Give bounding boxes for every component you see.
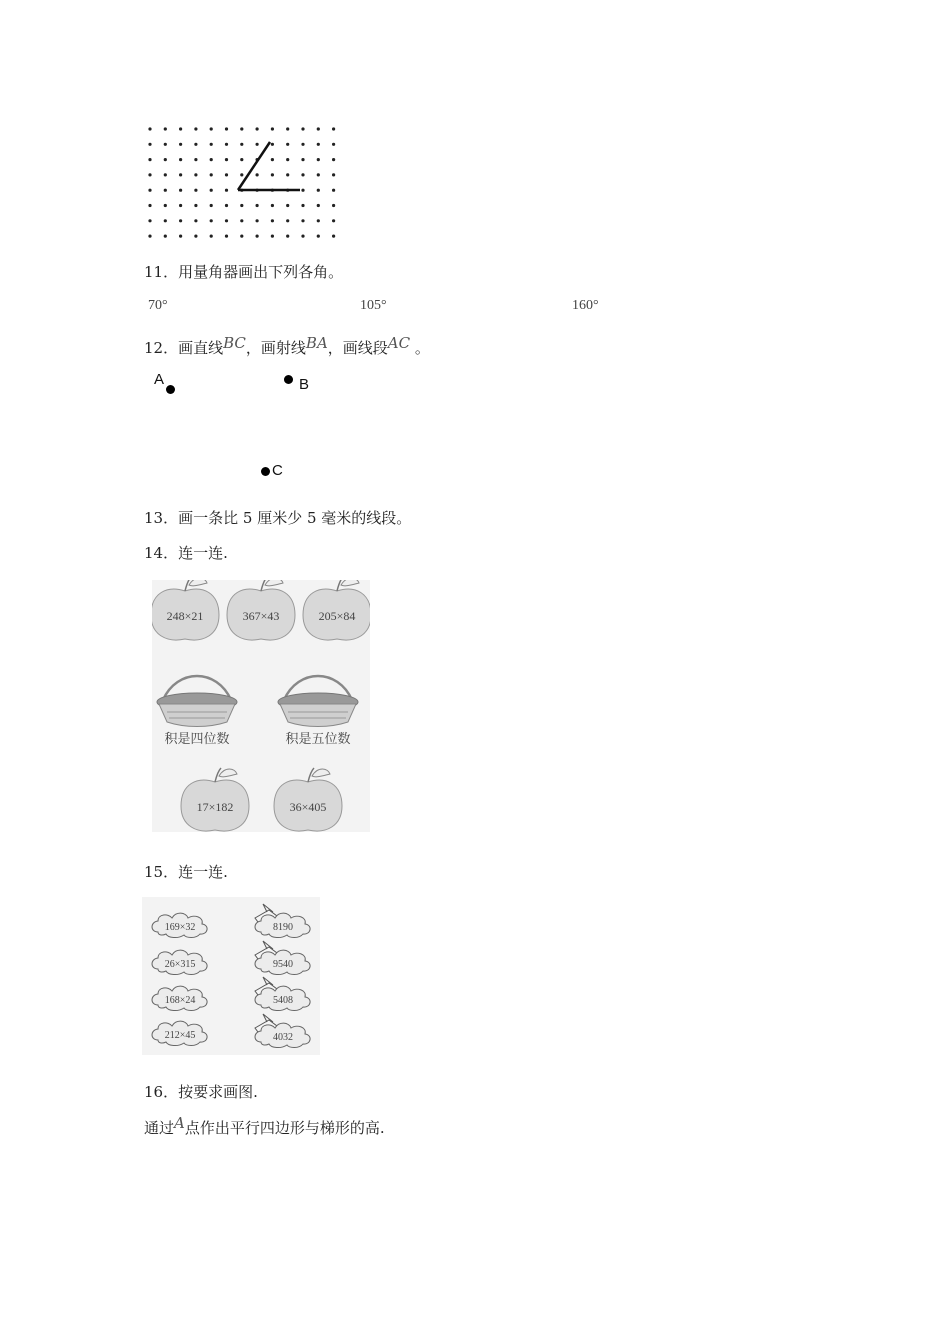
grid-dot bbox=[225, 189, 228, 192]
grid-dot bbox=[286, 143, 289, 146]
grid-dot bbox=[210, 158, 213, 161]
grid-dot bbox=[164, 189, 167, 192]
basket-1[interactable] bbox=[157, 676, 237, 727]
grid-dot bbox=[301, 189, 304, 192]
grid-dot bbox=[317, 204, 320, 207]
grid-dot bbox=[148, 219, 151, 222]
grid-dot bbox=[194, 204, 197, 207]
angle-160: 160° bbox=[572, 298, 599, 313]
grid-dot bbox=[210, 127, 213, 130]
grid-dot bbox=[225, 143, 228, 146]
grid-dot bbox=[317, 143, 320, 146]
grid-dot bbox=[286, 204, 289, 207]
grid-dot bbox=[256, 204, 259, 207]
grid-dot bbox=[164, 235, 167, 238]
grid-dot bbox=[256, 235, 259, 238]
basket-2-label: 积是五位数 bbox=[285, 731, 351, 746]
apple-3-label: 205×84 bbox=[318, 609, 356, 623]
apple-1-label: 248×21 bbox=[166, 609, 204, 623]
matching-figure-apples bbox=[152, 580, 370, 832]
grid-dot bbox=[301, 158, 304, 161]
grid-dot bbox=[164, 158, 167, 161]
grid-dot bbox=[271, 204, 274, 207]
grid-dot bbox=[179, 204, 182, 207]
grid-dot bbox=[240, 204, 243, 207]
grid-dot bbox=[271, 127, 274, 130]
grid-dot bbox=[332, 158, 335, 161]
grid-dot bbox=[225, 235, 228, 238]
question-number: 14 bbox=[144, 544, 164, 562]
grid-dot bbox=[317, 219, 320, 222]
left-cloud-2-label: 26×315 bbox=[164, 959, 196, 970]
apple-1[interactable] bbox=[152, 580, 219, 640]
right-cloud-2-label: 9540 bbox=[273, 959, 293, 970]
question-text: 用量角器画出下列各角。 bbox=[178, 263, 344, 281]
left-cloud-1[interactable] bbox=[152, 913, 207, 937]
grid-dot bbox=[164, 204, 167, 207]
question-number: 13 bbox=[144, 509, 164, 527]
grid-dot bbox=[164, 143, 167, 146]
point-c bbox=[261, 467, 270, 476]
left-cloud-1-label: 169×32 bbox=[164, 922, 196, 933]
apple-5[interactable] bbox=[274, 768, 342, 831]
grid-dot bbox=[286, 235, 289, 238]
grid-dot bbox=[179, 127, 182, 130]
grid-dot bbox=[286, 219, 289, 222]
grid-dot bbox=[256, 219, 259, 222]
grid-dot bbox=[332, 143, 335, 146]
question-number: 12 bbox=[144, 339, 164, 357]
grid-dot bbox=[240, 173, 243, 176]
grid-dot bbox=[271, 235, 274, 238]
question-text-part: 。 bbox=[414, 339, 430, 357]
grid-dot bbox=[164, 173, 167, 176]
grid-dot bbox=[148, 127, 151, 130]
right-cloud-2[interactable] bbox=[255, 941, 310, 975]
apple-4-label: 17×182 bbox=[196, 800, 234, 814]
point-a-label: A bbox=[154, 371, 165, 388]
point-a-var: A bbox=[174, 1114, 185, 1132]
grid-dot bbox=[225, 127, 228, 130]
grid-dot bbox=[194, 235, 197, 238]
grid-dot bbox=[179, 189, 182, 192]
right-cloud-1[interactable] bbox=[255, 904, 310, 938]
grid-dot bbox=[317, 158, 320, 161]
apple-2[interactable] bbox=[227, 580, 295, 640]
line-bc-label: BC bbox=[223, 334, 246, 352]
grid-dot bbox=[286, 173, 289, 176]
question-text: 按要求画图. bbox=[178, 1083, 258, 1101]
grid-dot bbox=[317, 189, 320, 192]
point-b bbox=[284, 375, 293, 384]
grid-dot bbox=[317, 127, 320, 130]
apple-5-label: 36×405 bbox=[289, 800, 327, 814]
angle-70: 70° bbox=[148, 298, 168, 313]
grid-dot bbox=[148, 143, 151, 146]
question-number: 11 bbox=[144, 263, 164, 281]
question-text: 画一条比 5 厘米少 5 毫米的线段。 bbox=[178, 509, 412, 527]
basket-2[interactable] bbox=[278, 676, 358, 727]
question-text: 连一连. bbox=[178, 863, 228, 881]
grid-dot bbox=[271, 173, 274, 176]
right-cloud-4[interactable] bbox=[255, 1014, 310, 1048]
grid-dot bbox=[194, 127, 197, 130]
angle-105: 105° bbox=[360, 298, 387, 313]
grid-dot bbox=[332, 173, 335, 176]
question-number: 16 bbox=[144, 1083, 164, 1101]
grid-dot bbox=[256, 143, 259, 146]
grid-dot bbox=[240, 158, 243, 161]
grid-dot bbox=[286, 127, 289, 130]
question-text-part: ，画线段 bbox=[327, 339, 388, 357]
grid-dot bbox=[179, 143, 182, 146]
grid-dot bbox=[240, 127, 243, 130]
grid-dot bbox=[240, 219, 243, 222]
left-cloud-3[interactable] bbox=[152, 986, 207, 1010]
grid-dot bbox=[194, 173, 197, 176]
dot-grid-angle-figure bbox=[140, 120, 340, 245]
apple-4[interactable] bbox=[181, 768, 249, 831]
grid-dot bbox=[225, 158, 228, 161]
right-cloud-1-label: 8190 bbox=[273, 922, 293, 933]
left-cloud-2[interactable] bbox=[152, 950, 207, 974]
grid-dot bbox=[194, 189, 197, 192]
right-cloud-3-label: 5408 bbox=[273, 995, 293, 1006]
grid-dot bbox=[271, 143, 274, 146]
point-c-label: C bbox=[272, 462, 283, 479]
point-b-label: B bbox=[299, 376, 310, 393]
question-16: 16．按要求画图. bbox=[144, 1083, 258, 1101]
grid-dot bbox=[240, 235, 243, 238]
question-text-part: ，画射线 bbox=[245, 339, 306, 357]
basket-1-label: 积是四位数 bbox=[164, 731, 230, 746]
right-cloud-4-label: 4032 bbox=[273, 1032, 293, 1043]
apple-3[interactable] bbox=[303, 580, 370, 640]
grid-dot bbox=[317, 235, 320, 238]
grid-dot bbox=[148, 173, 151, 176]
grid-dot bbox=[194, 158, 197, 161]
grid-dot bbox=[301, 143, 304, 146]
grid-dot bbox=[271, 158, 274, 161]
grid-dot bbox=[194, 219, 197, 222]
grid-dot bbox=[225, 204, 228, 207]
grid-dot bbox=[332, 127, 335, 130]
grid-dot bbox=[332, 235, 335, 238]
grid-dot bbox=[301, 219, 304, 222]
grid-dot bbox=[179, 235, 182, 238]
grid-dot bbox=[225, 173, 228, 176]
left-cloud-3-label: 168×24 bbox=[164, 995, 196, 1006]
instruction-part: 通过 bbox=[144, 1119, 175, 1137]
grid-dot bbox=[179, 219, 182, 222]
grid-dot bbox=[301, 127, 304, 130]
grid-dot bbox=[179, 158, 182, 161]
grid-dot bbox=[210, 143, 213, 146]
grid-dot bbox=[301, 173, 304, 176]
ray-ba-label: BA bbox=[305, 334, 328, 352]
grid-dot bbox=[256, 173, 259, 176]
grid-dot bbox=[301, 235, 304, 238]
matching-figure-clouds bbox=[142, 897, 320, 1055]
instruction-part: 点作出平行四边形与梯形的高. bbox=[184, 1119, 385, 1137]
grid-dot bbox=[210, 189, 213, 192]
question-16-instruction bbox=[144, 1114, 385, 1138]
grid-dot bbox=[225, 219, 228, 222]
grid-dot bbox=[148, 158, 151, 161]
grid-dot bbox=[164, 219, 167, 222]
right-cloud-3[interactable] bbox=[255, 977, 310, 1011]
point-a bbox=[166, 385, 175, 394]
question-12: 12．画直线BC，画射线BA，画线段AC 。 bbox=[144, 334, 430, 357]
apple-2-label: 367×43 bbox=[242, 609, 280, 623]
angle-ray-slanted bbox=[238, 142, 270, 190]
grid-dot bbox=[210, 219, 213, 222]
question-11: 11．用量角器画出下列各角。 bbox=[144, 263, 344, 281]
left-cloud-4[interactable] bbox=[152, 1021, 207, 1045]
grid-dot bbox=[148, 204, 151, 207]
grid-dot bbox=[179, 173, 182, 176]
grid-dot bbox=[164, 127, 167, 130]
grid-dot bbox=[194, 143, 197, 146]
grid-dot bbox=[317, 173, 320, 176]
grid-dot bbox=[148, 235, 151, 238]
grid-dot bbox=[332, 219, 335, 222]
grid-dot bbox=[210, 235, 213, 238]
grid-dot bbox=[210, 204, 213, 207]
grid-dot bbox=[301, 204, 304, 207]
left-cloud-4-label: 212×45 bbox=[164, 1030, 196, 1041]
question-text: 连一连. bbox=[178, 544, 228, 562]
grid-dot bbox=[332, 204, 335, 207]
question-15: 15．连一连. bbox=[144, 863, 228, 881]
question-text-part: 画直线 bbox=[178, 339, 224, 357]
grid-dot bbox=[256, 127, 259, 130]
grid-dot bbox=[210, 173, 213, 176]
grid-dot bbox=[332, 189, 335, 192]
question-14: 14．连一连. bbox=[144, 544, 228, 562]
grid-dot bbox=[240, 143, 243, 146]
grid-dot bbox=[271, 219, 274, 222]
segment-ac-label: AC bbox=[387, 334, 411, 352]
grid-dot bbox=[286, 158, 289, 161]
question-13: 13．画一条比 5 厘米少 5 毫米的线段。 bbox=[144, 509, 412, 527]
question-number: 15 bbox=[144, 863, 164, 881]
grid-dot bbox=[148, 189, 151, 192]
